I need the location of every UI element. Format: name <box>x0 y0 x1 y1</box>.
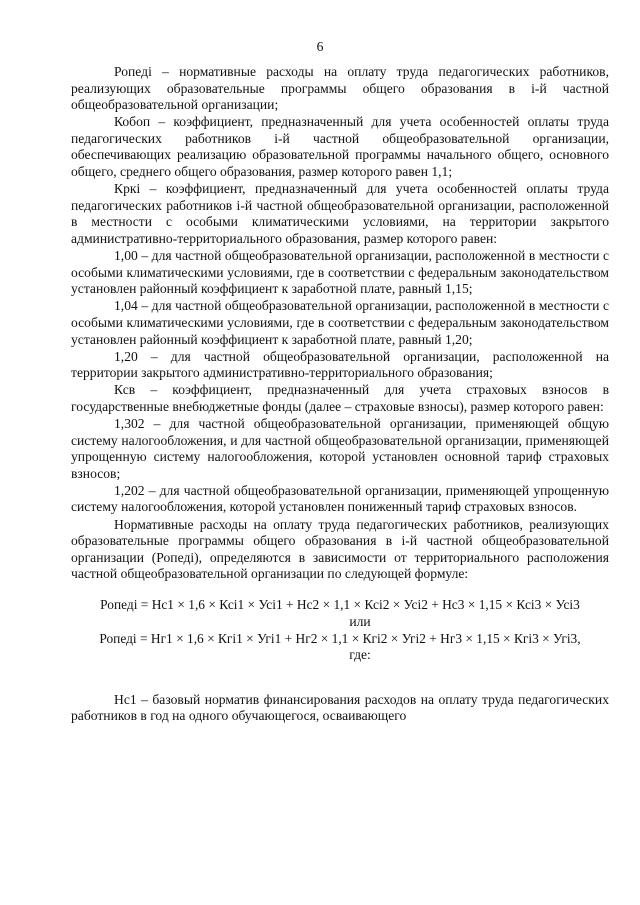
paragraph-krki-value-1: 1,00 – для частной общеобразовательной организации, расположенной в местности с особыми климатическими условиями, где в соответствии с федеральным законодательством установлен районный коэффициент к заработной плате, равный 1,15; <box>71 248 609 297</box>
paragraph-ksv-value-1: 1,302 – для частной общеобразовательной организации, применяющей общую систему налогообложения, и для частной общеобразовательной организации, применяющей упрощенную систему налогообложения, которой установлен основной тариф страховых взносов; <box>71 415 609 481</box>
formula-2: Ропеді = Нг1 × 1,6 × Кгі1 × Угі1 + Нг2 × 1,1 × Кгі2 × Угі2 + Нг3 × 1,15 × Кгі3 × Угі3, <box>99 630 581 646</box>
formula-or: или <box>349 614 371 629</box>
document-body <box>71 64 609 725</box>
paragraph-krki-definition: Кркі – коэффициент, предназначенный для учета особенностей оплаты труда педагогических работников і-й частной общеобразовательной организации, расположенной в местности с особыми климатическими условиями, на территории закрытого административно-территориального образования, размер которого равен: <box>71 181 609 246</box>
formula-where: где: <box>349 647 371 663</box>
paragraph-krki-value-3: 1,20 – для частной общеобразовательной организации, расположенной на территории закрытого административно-территориального образования; <box>71 348 609 381</box>
paragraph-ksv-value-2: 1,202 – для частной общеобразовательной организации, применяющей упрощенную систему налогообложения, которой установлен пониженный тариф страховых взносов. <box>71 482 609 515</box>
paragraph-nc1-definition: Нс1 – базовый норматив финансирования расходов на оплату труда педагогических работников в год на одного обучающегося, осваивающего <box>71 691 609 724</box>
page-number: 6 <box>316 39 324 54</box>
paragraph-kobop-definition: Кобоп – коэффициент, предназначенный для учета особенностей оплаты труда педагогических работников і-й частной общеобразовательной организации, обеспечивающих реализацию образовательной программы начального общего, основного общего, среднего общего образования, размер которого равен 1,1; <box>71 114 609 180</box>
paragraph-krki-value-2: 1,04 – для частной общеобразовательной организации, расположенной в местности с особыми климатическими условиями, где в соответствии с федеральным законодательством установлен районный коэффициент к заработной плате, равный 1,20; <box>71 298 609 347</box>
paragraph-ropedi-definition: Ропеді – нормативные расходы на оплату труда педагогических работников, реализующих образовательные программы общего образования в і-й частной общеобразовательной организации; <box>71 64 609 113</box>
paragraph-formula-intro: Нормативные расходы на оплату труда педагогических работников, реализующих образовательные программы общего образования в і-й частной общеобразовательной организации (Ропеді), определяются в зависимости от территориального расположения частной общеобразовательной организации по следующей формуле: <box>71 516 609 582</box>
paragraph-ksv-definition: Ксв – коэффициент, предназначенный для учета страховых взносов в государственные внебюджетные фонды (далее – страховые взносы), размер которого равен: <box>71 382 609 414</box>
formula-1: Ропеді = Нс1 × 1,6 × Ксі1 × Усі1 + Нс2 × 1,1 × Ксі2 × Усі2 + Нс3 × 1,15 × Ксі3 × Усі3 <box>100 597 580 613</box>
